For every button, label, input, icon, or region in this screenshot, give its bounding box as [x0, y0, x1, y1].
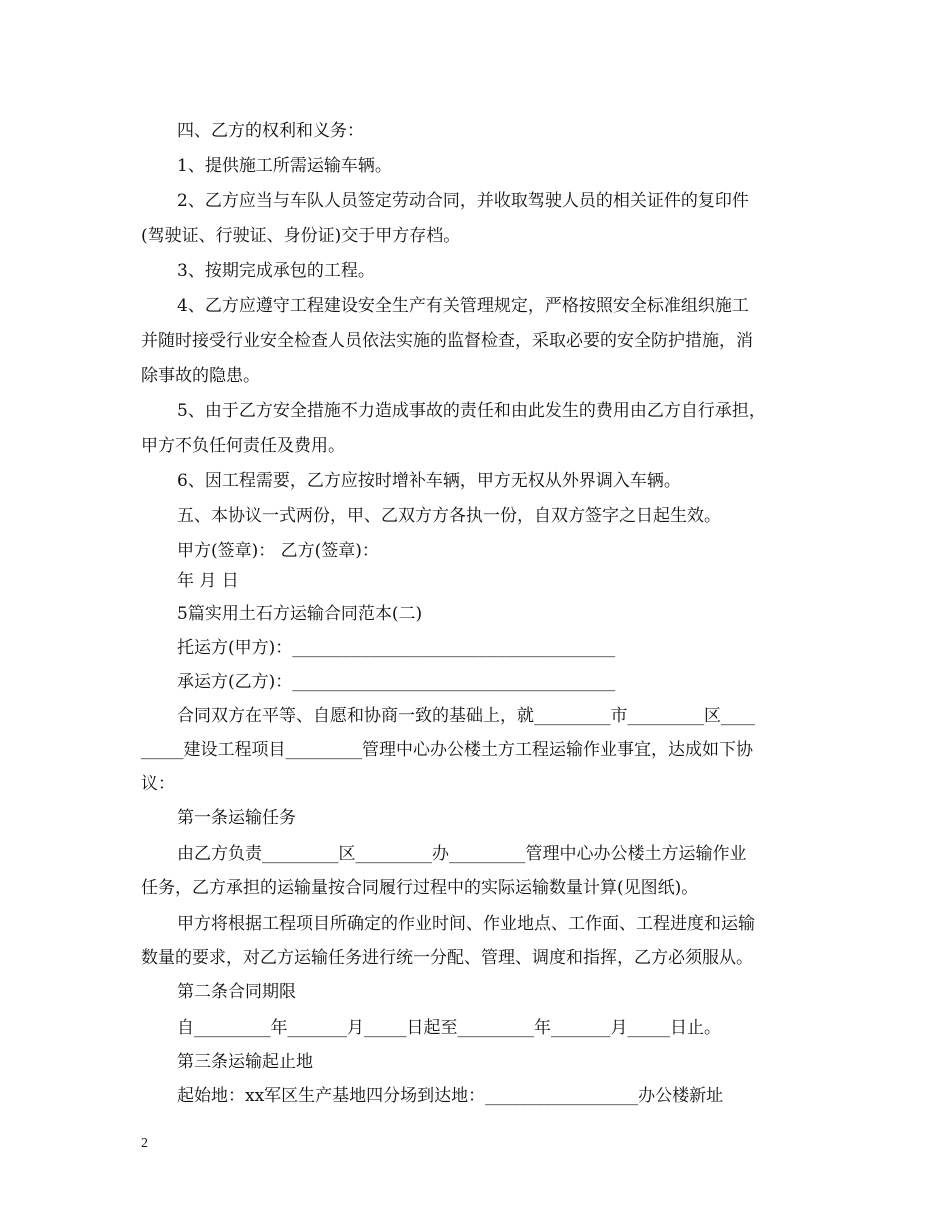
carrier-field: 承运方(乙方)：______________________________________: [177, 672, 616, 692]
paragraph-line: 甲方将根据工程项目所确定的作业时间、作业地点、工作面、工程进度和运输: [177, 914, 755, 934]
paragraph-line: 并随时接受行业安全检查人员依法实施的监督检查，采取必要的安全防护措施，消: [141, 331, 753, 351]
paragraph-line: 除事故的隐患。: [141, 366, 260, 386]
paragraph-line: _____建设工程项目_________管理中心办公楼土方工程运输作业事宜，达成如下协: [141, 740, 753, 760]
paragraph-line: 甲方不负任何责任及费用。: [141, 436, 345, 456]
paragraph-line: 6、因工程需要，乙方应按时增补车辆，甲方无权从外界调入车辆。: [177, 471, 681, 491]
paragraph-line: 1、提供施工所需运输车辆。: [177, 156, 392, 176]
paragraph-line: 任务，乙方承担的运输量按合同履行过程中的实际运输数量计算(见图纸)。: [141, 878, 699, 898]
document-title: 5篇实用土石方运输合同范本(二): [177, 604, 423, 624]
section-heading-party-b-rights: 四、乙方的权利和义务：: [177, 121, 364, 141]
paragraph-line: 由乙方负责_________区_________办_________管理中心办公楼土方运输作业: [177, 844, 747, 864]
contract-period-line: 自_________年_______月_____日起至_________年_______月_____日止。: [177, 1018, 721, 1038]
paragraph-line: 议：: [141, 774, 175, 794]
paragraph-line: 5、由于乙方安全措施不力造成事故的责任和由此发生的费用由乙方自行承担，: [177, 401, 766, 421]
paragraph-line: 五、本协议一式两份，甲、乙双方方各执一份，自双方签字之日起生效。: [177, 506, 721, 526]
paragraph-line: (驾驶证、行驶证、身份证)交于甲方存档。: [141, 226, 461, 246]
article-heading: 第三条运输起止地: [177, 1052, 313, 1072]
article-heading: 第一条运输任务: [177, 808, 296, 828]
signature-line: 甲方(签章)： 乙方(签章)：: [177, 541, 379, 561]
paragraph-line: 数量的要求，对乙方运输任务进行统一分配、管理、调度和指挥，乙方必须服从。: [141, 948, 753, 968]
shipper-field: 托运方(甲方)：______________________________________: [177, 638, 616, 658]
paragraph-line: 3、按期完成承包的工程。: [177, 261, 375, 281]
date-line: 年 月 日: [177, 571, 239, 591]
page-number: 2: [141, 1136, 148, 1151]
paragraph-line: 2、乙方应当与车队人员签定劳动合同，并收取驾驶人员的相关证件的复印件: [177, 191, 749, 211]
article-heading: 第二条合同期限: [177, 982, 296, 1002]
paragraph-line: 合同双方在平等、自愿和协商一致的基础上，就_________市_________区____: [177, 706, 755, 726]
paragraph-line: 4、乙方应遵守工程建设安全生产有关管理规定，严格按照安全标准组织施工: [177, 296, 749, 316]
origin-destination-line: 起始地：xx军区生产基地四分场到达地：__________________办公楼新址: [177, 1086, 724, 1106]
